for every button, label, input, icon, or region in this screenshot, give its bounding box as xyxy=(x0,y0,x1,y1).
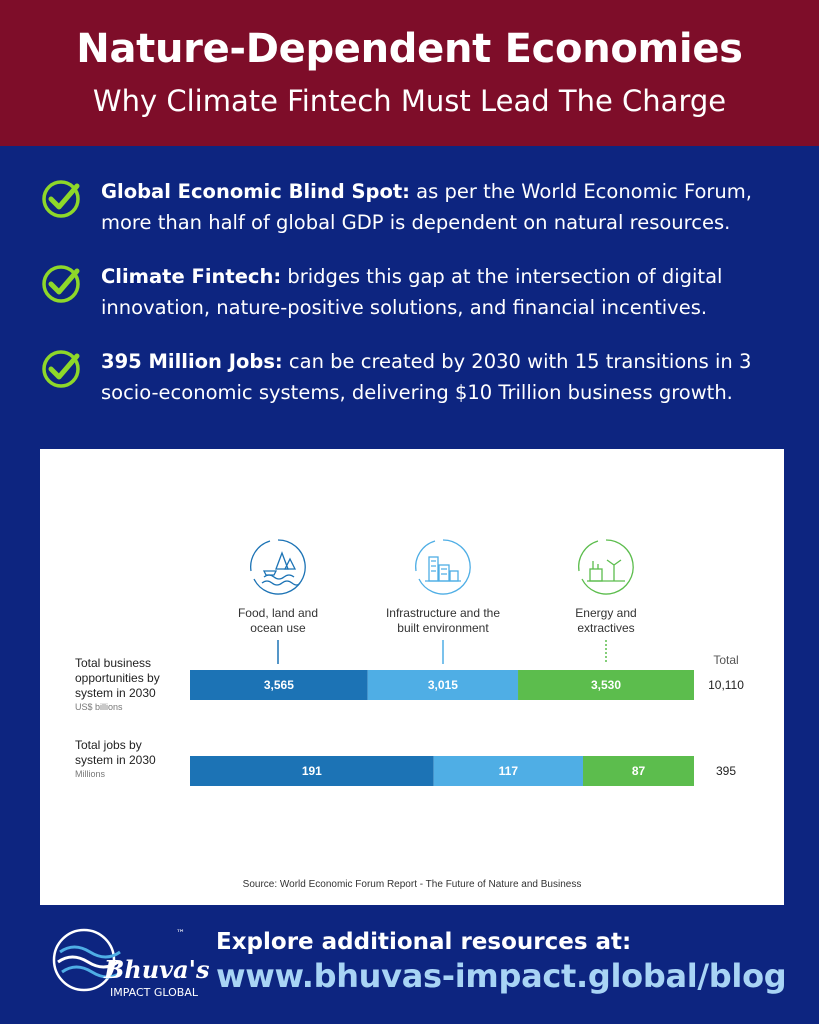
row-label: opportunities by xyxy=(75,671,160,685)
bar-value-label: 3,530 xyxy=(590,678,622,692)
check-circle-icon xyxy=(40,348,82,390)
food-land-ocean-icon xyxy=(251,540,306,594)
page-title: Nature-Dependent Economies xyxy=(76,26,743,72)
chart-source: Source: World Economic Forum Report - The Future of Nature and Business xyxy=(242,879,582,890)
logo-trademark: ™ xyxy=(176,929,185,939)
infrastructure-icon xyxy=(416,540,471,594)
header-banner xyxy=(0,0,819,146)
bullet-heading: Global Economic Blind Spot: xyxy=(101,180,410,203)
stacked-bar-chart xyxy=(40,449,784,905)
bar-value-label: 3,015 xyxy=(427,678,458,692)
category-label: extractives xyxy=(577,621,635,635)
row-unit: Millions xyxy=(75,769,106,779)
row-total: 10,110 xyxy=(708,678,744,692)
bullet-heading: 395 Million Jobs: xyxy=(101,350,283,373)
logo-wordmark: Bhuva's xyxy=(104,955,210,984)
row-label: Total jobs by xyxy=(75,738,142,752)
bar-value-label: 117 xyxy=(498,764,519,778)
row-unit: US$ billions xyxy=(75,702,123,712)
footer-lead-text: Explore additional resources at: xyxy=(216,929,632,955)
bullet-body: can be created by 2030 with 15 transitions in 3 xyxy=(282,350,752,373)
bullet-body-line2: innovation, nature-positive solutions, and financial incentives. xyxy=(101,296,708,319)
total-header: Total xyxy=(713,653,739,667)
page-subtitle: Why Climate Fintech Must Lead The Charge xyxy=(92,84,727,118)
row-label: system in 2030 xyxy=(75,753,156,767)
bar-value-label: 3,565 xyxy=(263,678,294,692)
row-label: Total business xyxy=(75,656,152,670)
bar-value-label: 87 xyxy=(631,764,646,778)
category-label: ocean use xyxy=(250,621,306,635)
row-label: system in 2030 xyxy=(75,686,156,700)
logo-subtitle: IMPACT GLOBAL xyxy=(110,986,199,999)
bullet-body-line2: socio-economic systems, delivering $10 Trillion business growth. xyxy=(101,381,733,404)
category-label: built environment xyxy=(397,621,489,635)
bullet-body: as per the World Economic Forum, xyxy=(409,180,752,203)
energy-icon xyxy=(579,540,634,594)
check-circle-icon xyxy=(40,178,82,220)
bullet-body: bridges this gap at the intersection of digital xyxy=(281,265,723,288)
check-circle-icon xyxy=(40,263,82,305)
bullet-text xyxy=(101,261,801,323)
bullet-text xyxy=(101,176,801,238)
bullet-heading: Climate Fintech: xyxy=(101,265,282,288)
bhuvas-impact-global-logo xyxy=(46,922,210,1002)
bullet-body-line2: more than half of global GDP is dependent on natural resources. xyxy=(101,211,731,234)
category-label: Infrastructure and the xyxy=(385,606,501,620)
category-label: Energy and xyxy=(575,606,637,620)
chart-panel xyxy=(40,449,784,905)
bar-value-label: 191 xyxy=(301,764,322,778)
bullet-text xyxy=(101,346,801,408)
footer-url-link[interactable]: www.bhuvas-impact.global/blog xyxy=(216,957,787,995)
row-total: 395 xyxy=(715,764,737,778)
category-label: Food, land and xyxy=(237,606,319,620)
